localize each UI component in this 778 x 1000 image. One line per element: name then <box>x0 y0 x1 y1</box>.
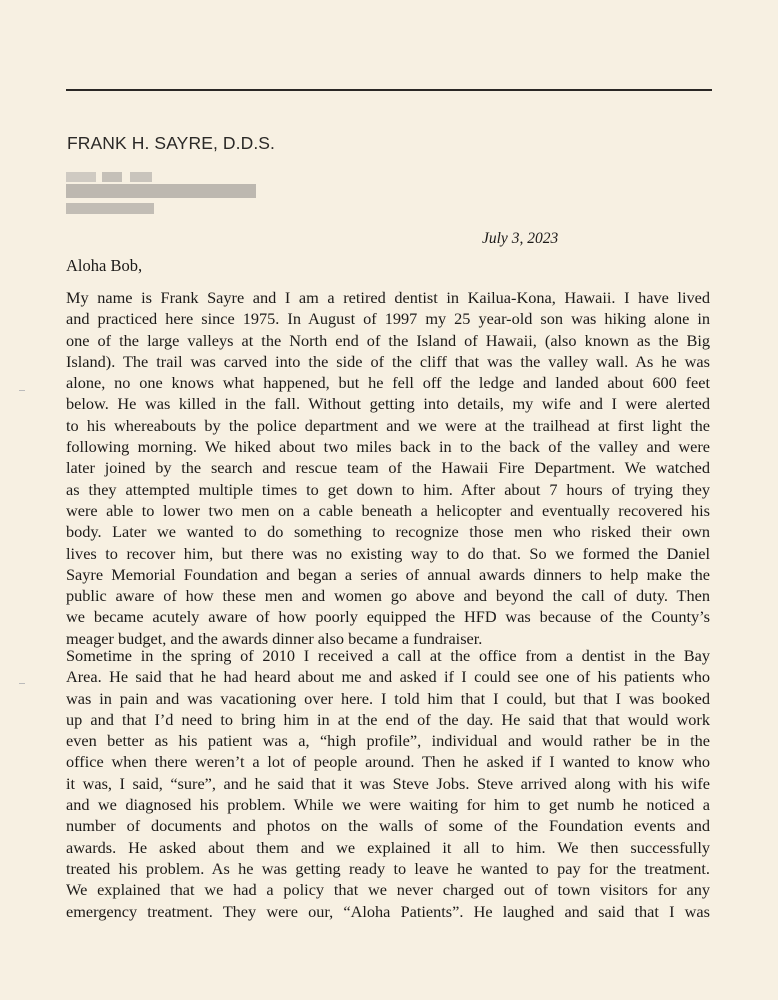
hole-punch-mark <box>19 390 25 391</box>
text-line: Island). The trail was carved into the side of the cliff that was the valley wall. As he was <box>66 351 710 371</box>
letterhead-name: FRANK H. SAYRE, D.D.S. <box>67 133 276 153</box>
letter-date: July 3, 2023 <box>482 230 559 247</box>
text-line: below. He was killed in the fall. Without getting into details, my wife and I were alerted <box>66 394 710 414</box>
text-line: to his whereabouts by the police department and we were at the trailhead at first light the <box>66 415 710 435</box>
text-line: it was, I said, “sure”, and he said that it was Steve Jobs. Steve arrived along with his wife <box>66 773 710 793</box>
text-line: meager budget, and the awards dinner also became a fundraiser. <box>66 628 483 648</box>
text-line: alone, no one knows what happened, but he fell off the ledge and landed about 600 feet <box>66 373 710 393</box>
text-line: Area. He said that he had heard about me and asked if I could see one of his patients who <box>66 667 710 687</box>
text-line: We explained that we had a policy that we never charged out of town visitors for any <box>66 880 710 900</box>
text-line: emergency treatment. They were our, “Aloha Patients”. He laughed and said that I was <box>66 901 710 921</box>
redacted-address <box>66 172 256 228</box>
paragraph-2 <box>66 645 710 922</box>
hole-punch-mark <box>19 683 25 684</box>
text-line: My name is Frank Sayre and I am a retired dentist in Kailua-Kona, Hawaii. I have lived <box>66 288 710 307</box>
text-line: we became acutely aware of how poorly equipped the HFD was because of the County’s <box>66 607 710 627</box>
text-line: up and that I’d need to bring him in at the end of the day. He said that that would work <box>66 709 710 729</box>
text-line: body. Later we wanted to do something to recognize those men who risked their own <box>66 522 710 542</box>
greeting: Aloha Bob, <box>66 256 143 275</box>
text-line: Sayre Memorial Foundation and began a series of annual awards dinners to help make the <box>66 564 710 584</box>
paragraph-1 <box>66 287 710 649</box>
text-line: was in pain and was vacationing over here. I told him that I could, but that I was booked <box>66 688 710 708</box>
text-line: treated his problem. As he was getting ready to leave he wanted to pay for the treatment. <box>66 858 710 878</box>
text-line: lives to recover him, but there was no existing way to do that. So we formed the Daniel <box>66 543 710 563</box>
text-line: public aware of how these men and women go above and beyond the call of duty. Then <box>66 586 710 606</box>
text-line: and we diagnosed his problem. While we were waiting for him to get numb he noticed a <box>66 795 710 815</box>
text-line: were able to lower two men on a cable beneath a helicopter and eventually recovered his <box>66 500 710 520</box>
text-line: Sometime in the spring of 2010 I received a call at the office from a dentist in the Bay <box>66 646 710 665</box>
text-line: one of the large valleys at the North end of the Island of Hawaii, (also known as the Big <box>66 330 710 350</box>
text-line: and practiced here since 1975. In August of 1997 my 25 year-old son was hiking alone in <box>66 309 710 329</box>
text-line: office when there weren’t a lot of people around. Then he asked if I wanted to know who <box>66 752 710 772</box>
text-line: number of documents and photos on the walls of some of the Foundation events and <box>66 816 710 836</box>
letterhead-rule <box>66 89 712 91</box>
text-line: as they attempted multiple times to get down to him. After about 7 hours of trying they <box>66 479 710 499</box>
text-line: awards. He asked about them and we explained it all to him. We then successfully <box>66 837 710 857</box>
text-line: following morning. We hiked about two miles back in to the back of the valley and were <box>66 437 710 457</box>
text-line: later joined by the search and rescue team of the Hawaii Fire Department. We watched <box>66 458 710 478</box>
text-line: even better as his patient was a, “high profile”, individual and would rather be in the <box>66 731 710 751</box>
